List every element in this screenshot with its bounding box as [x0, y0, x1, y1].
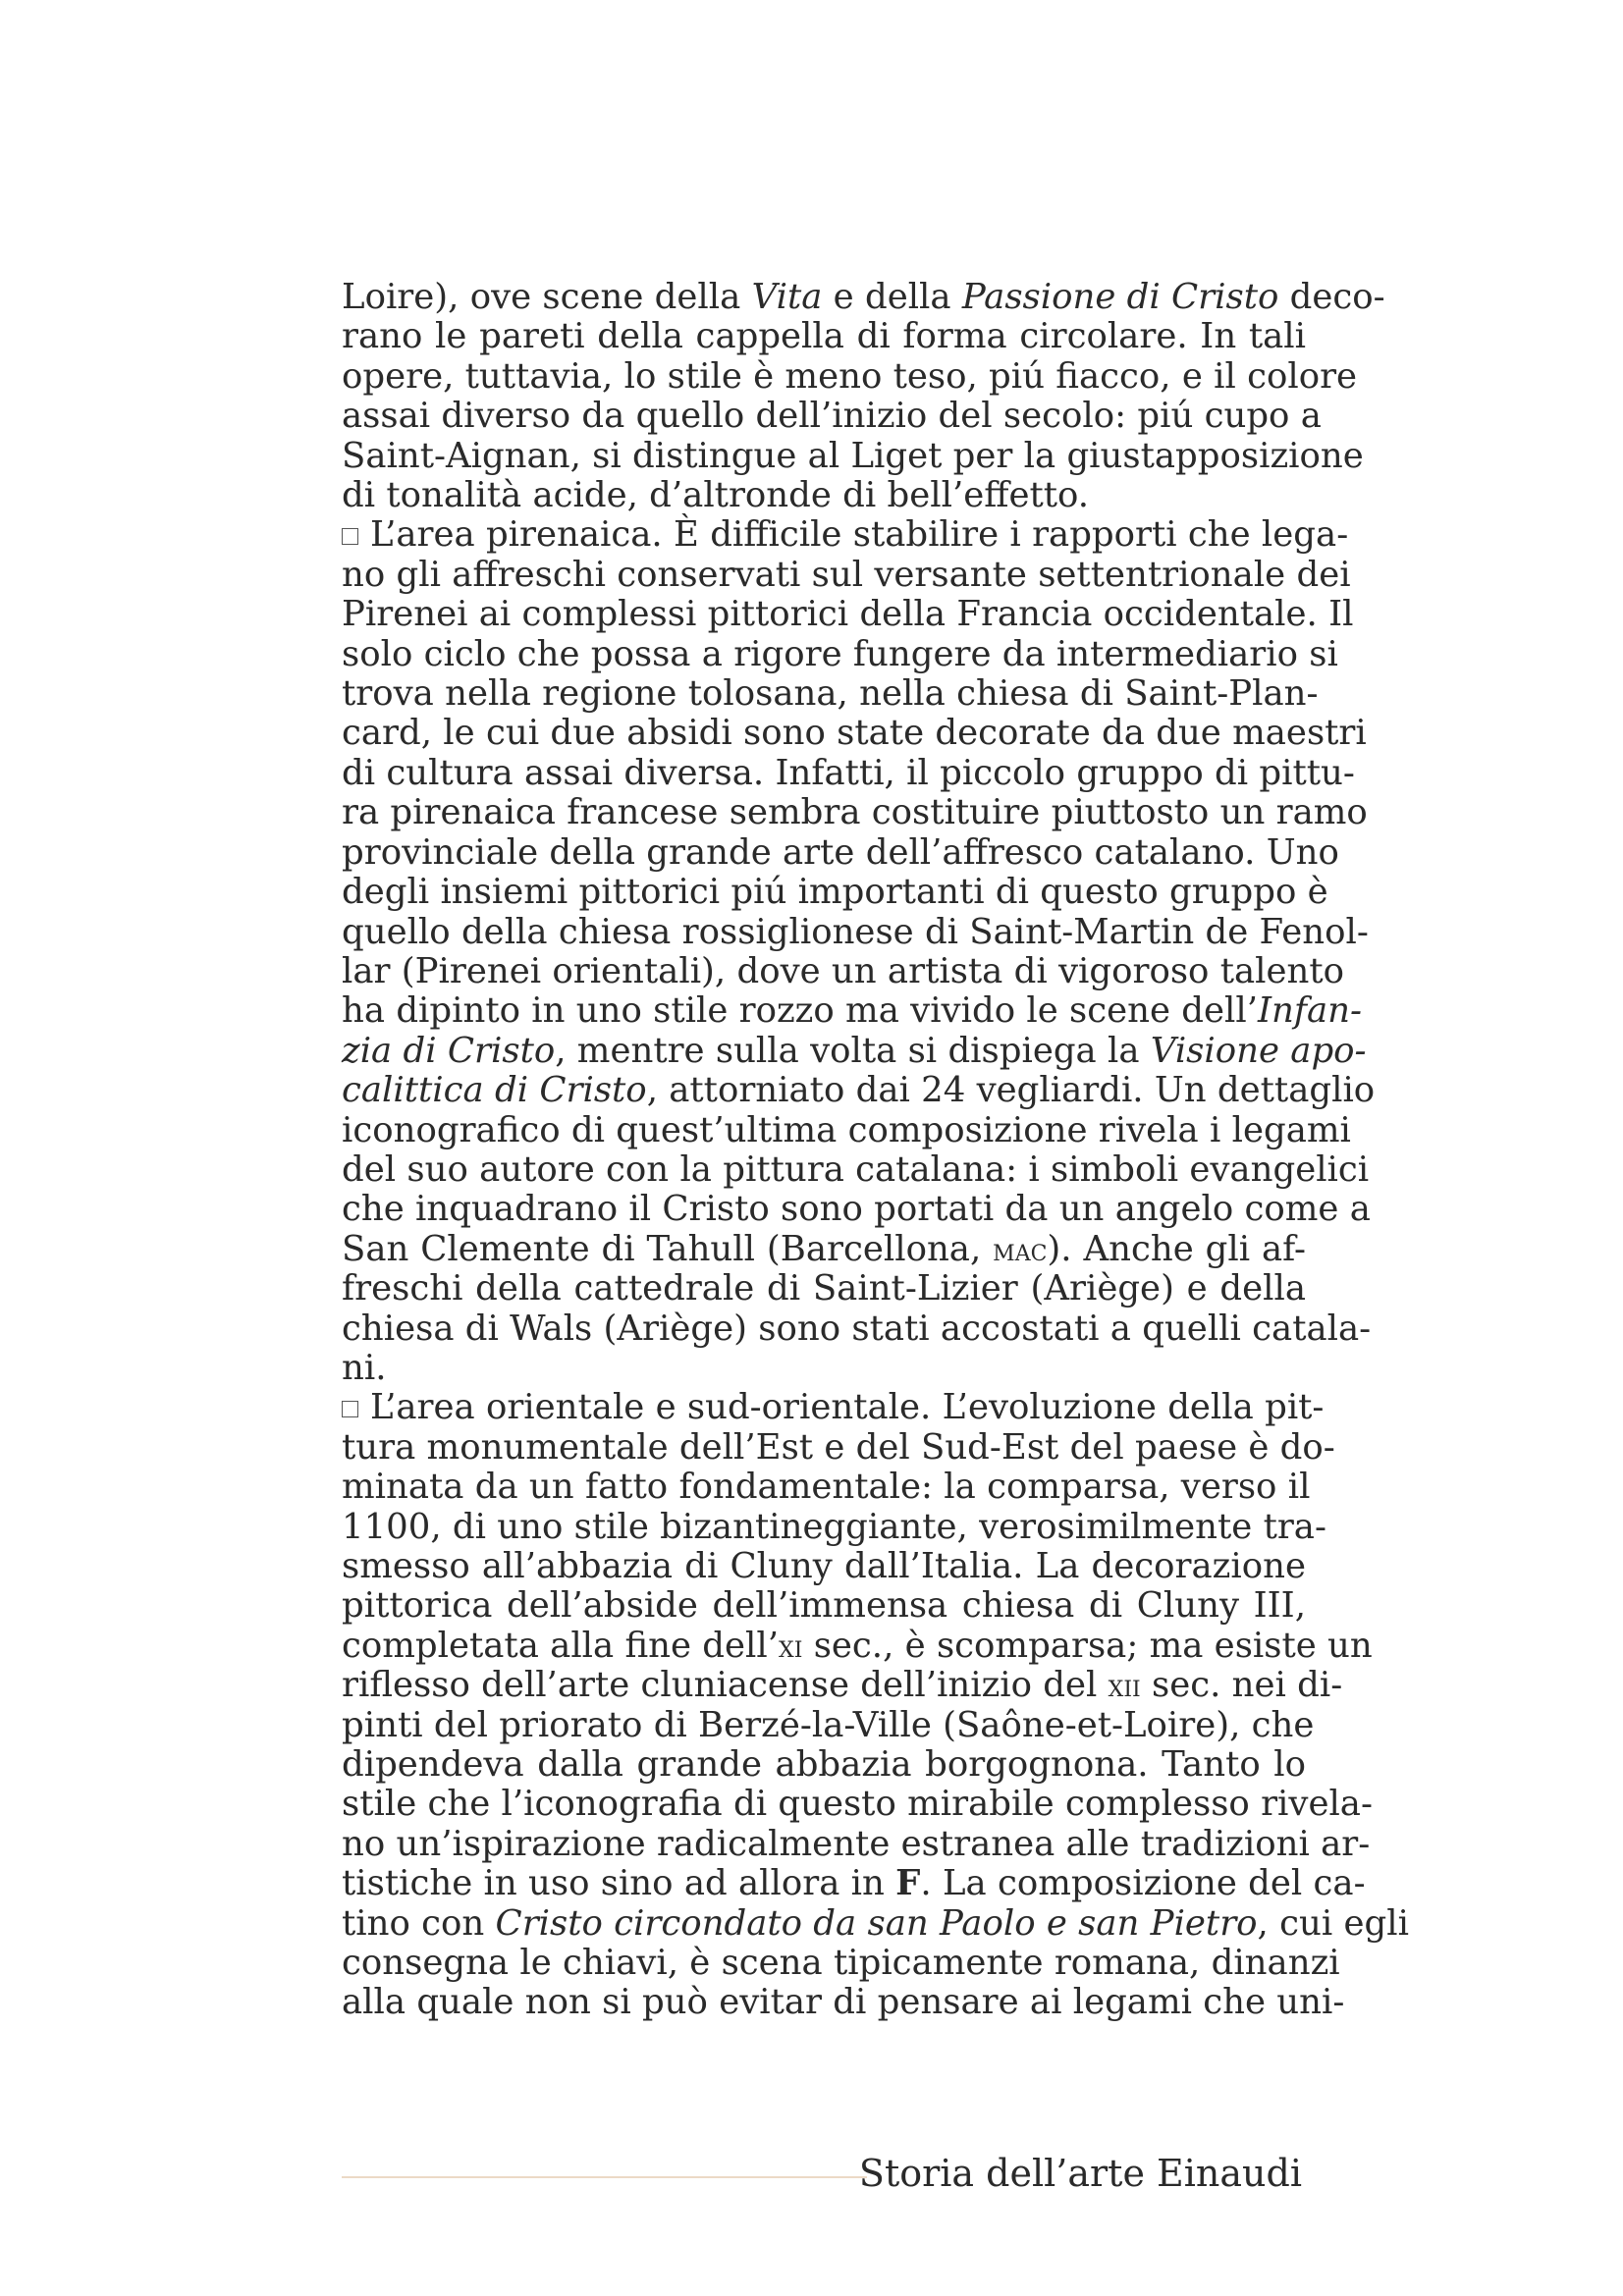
text-run: provinciale della grande arte dell’affresco catalano. Uno	[342, 831, 1339, 873]
small-caps-text: mac	[993, 1230, 1048, 1268]
text-run: , attorniato dai 24 vegliardi. Un dettaglio	[646, 1070, 1376, 1111]
text-run: ). Anche gli af-	[1047, 1228, 1306, 1269]
text-run: tistiche in uso sino ad allora in	[342, 1863, 896, 1904]
text-line	[342, 396, 1322, 437]
text-line	[342, 1784, 1373, 1825]
text-run: card, le cui due absidi sono state decorate da due maestri	[342, 713, 1367, 754]
section-marker-icon	[342, 1401, 358, 1417]
text-run: sec. nei di-	[1140, 1665, 1343, 1706]
text-run: stile che l’iconografia di questo mirabile complesso rivela-	[342, 1784, 1373, 1825]
text-line	[342, 1586, 1306, 1626]
text-run: ra pirenaica francese sembra costituire piuttosto un ramo	[342, 792, 1368, 833]
text-run: del suo autore con la pittura catalana: i simboli evangelici	[342, 1148, 1370, 1190]
text-line	[342, 514, 1349, 556]
text-line	[342, 1665, 1343, 1706]
text-run: ha dipinto in uno stile rozzo ma vivido le scene dell’	[342, 990, 1258, 1032]
text-run: iconografico di quest’ultima composizione rivela i legami	[342, 1109, 1351, 1150]
page-footer	[0, 2152, 1623, 2201]
italic-text: Vita	[751, 277, 823, 317]
bold-text: F	[895, 1863, 921, 1904]
text-run: riflesso dell’arte cluniacense dell’inizio del	[342, 1665, 1109, 1706]
italic-text: calittica di Cristo	[342, 1070, 647, 1111]
text-run: di tonalità acide, d’altronde di bell’effetto.	[342, 475, 1090, 516]
text-line	[342, 752, 1355, 793]
small-caps-text: xi	[779, 1627, 803, 1665]
text-line	[342, 1387, 1325, 1428]
text-line	[342, 872, 1328, 913]
text-run: , mentre sulla volta si dispiega la	[555, 1030, 1151, 1071]
text-line	[342, 673, 1319, 715]
text-line	[342, 831, 1339, 873]
text-line	[342, 1943, 1340, 1984]
text-run: pinti del priorato di Berzé-la-Ville (Saône-et-Loire), che	[342, 1704, 1315, 1745]
text-run: che inquadrano il Cristo sono portati da un angelo come a	[342, 1189, 1371, 1230]
text-run: tino con	[342, 1902, 496, 1944]
text-line	[342, 1863, 1366, 1904]
text-line	[342, 1547, 1306, 1586]
text-line	[342, 1109, 1351, 1150]
text-line	[342, 1982, 1345, 2023]
footer-title: Storia dell’arte Einaudi	[858, 2152, 1302, 2195]
text-line	[342, 1704, 1315, 1745]
text-run: alla quale non si può evitar di pensare ai legami che uni-	[342, 1982, 1345, 2023]
body-text	[342, 277, 1409, 2023]
text-run: degli insiemi pittorici piú importanti di questo gruppo è	[342, 872, 1328, 913]
text-run: pittorica dell’abside dell’immensa chiesa di Cluny III,	[342, 1585, 1306, 1627]
text-run: lar (Pirenei orientali), dove un artista di vigoroso talento	[342, 950, 1345, 991]
text-run: trova nella regione tolosana, nella chiesa di Saint-Plan-	[342, 673, 1319, 715]
text-run: freschi della cattedrale di Saint-Lizier (Ariège) e della	[342, 1268, 1306, 1309]
text-line	[342, 355, 1358, 397]
text-line	[342, 1467, 1311, 1508]
text-run: minata da un fatto fondamentale: la comparsa, verso il	[342, 1467, 1311, 1508]
text-run: Saint-Aignan, si distingue al Liget per la giustapposizione	[342, 435, 1364, 476]
text-run: sec., è scomparsa; ma esiste un	[802, 1625, 1373, 1666]
text-run: quello della chiesa rossiglionese di Saint-Martin de Fenol-	[342, 911, 1369, 952]
text-line	[342, 990, 1363, 1032]
text-line	[342, 1902, 1409, 1944]
text-run: no gli affreschi conservati sul versante settentrionale dei	[342, 554, 1351, 595]
text-run: rano le pareti della cappella di forma circolare. In tali	[342, 316, 1306, 357]
italic-text: Visione apo-	[1150, 1030, 1367, 1071]
text-line	[342, 792, 1368, 833]
text-run: San Clemente di Tahull (Barcellona,	[342, 1228, 994, 1269]
italic-text: zia di Cristo	[342, 1030, 556, 1071]
text-line	[342, 1148, 1370, 1190]
text-run: assai diverso da quello dell’inizio del secolo: piú cupo a	[342, 396, 1322, 437]
text-run: deco-	[1278, 277, 1385, 317]
text-line	[342, 435, 1364, 476]
text-line	[342, 633, 1338, 674]
text-run: . La composizione del ca-	[920, 1863, 1366, 1904]
text-line	[342, 950, 1345, 991]
text-run: opere, tuttavia, lo stile è meno teso, piú fiacco, e il colore	[342, 355, 1358, 397]
text-line	[342, 1308, 1372, 1349]
text-run: 1100, di uno stile bizantineggiante, verosimilmente tra-	[342, 1506, 1326, 1547]
section-marker-icon	[342, 528, 358, 545]
text-run: , cui egli	[1257, 1902, 1409, 1944]
text-line	[342, 1230, 1306, 1269]
text-line	[342, 1506, 1326, 1547]
text-run: Pirenei ai complessi pittorici della Francia occidentale. Il	[342, 594, 1354, 635]
text-line	[342, 713, 1367, 754]
text-line	[342, 1189, 1371, 1230]
text-line	[342, 1349, 1306, 1388]
footer-rule	[342, 2176, 867, 2178]
text-line	[342, 1745, 1306, 1785]
text-line	[342, 277, 1385, 317]
text-run: L’area pirenaica. È difficile stabilire i rapporti che lega-	[370, 514, 1349, 556]
text-line	[342, 1070, 1376, 1111]
text-line	[342, 911, 1369, 952]
small-caps-text: xii	[1108, 1667, 1141, 1705]
text-run: tura monumentale dell’Est e del Sud-Est del paese è do-	[342, 1426, 1335, 1468]
italic-text: Infan-	[1257, 990, 1363, 1032]
text-run: di cultura assai diversa. Infatti, il piccolo gruppo di pittu-	[342, 752, 1355, 793]
text-line	[342, 1823, 1371, 1864]
text-line	[342, 1030, 1367, 1071]
text-run: smesso all’abbazia di Cluny dall’Italia. La decorazione	[342, 1546, 1306, 1586]
text-run: completata alla fine dell’	[342, 1625, 780, 1666]
text-run: Loire), ove scene della	[342, 277, 752, 317]
text-line	[342, 317, 1306, 356]
text-line	[342, 1269, 1306, 1308]
italic-text: Passione di Cristo	[961, 277, 1279, 317]
text-line	[342, 1625, 1373, 1666]
text-line	[342, 594, 1354, 635]
text-run: consegna le chiavi, è scena tipicamente romana, dinanzi	[342, 1943, 1340, 1984]
italic-text: Cristo circondato da san Paolo e san Pietro	[495, 1902, 1258, 1944]
text-line	[342, 1426, 1335, 1468]
text-run: ni.	[342, 1347, 387, 1388]
text-run: no un’ispirazione radicalmente estranea alle tradizioni ar-	[342, 1823, 1371, 1864]
text-line	[342, 476, 1306, 515]
text-run: chiesa di Wals (Ariège) sono stati accostati a quelli catala-	[342, 1308, 1372, 1349]
text-run: solo ciclo che possa a rigore fungere da intermediario si	[342, 633, 1338, 674]
text-run: e della	[822, 277, 962, 317]
text-line	[342, 554, 1351, 595]
text-run: dipendeva dalla grande abbazia borgognona. Tanto lo	[342, 1744, 1306, 1786]
text-run: L’area orientale e sud-orientale. L’evoluzione della pit-	[370, 1387, 1325, 1428]
